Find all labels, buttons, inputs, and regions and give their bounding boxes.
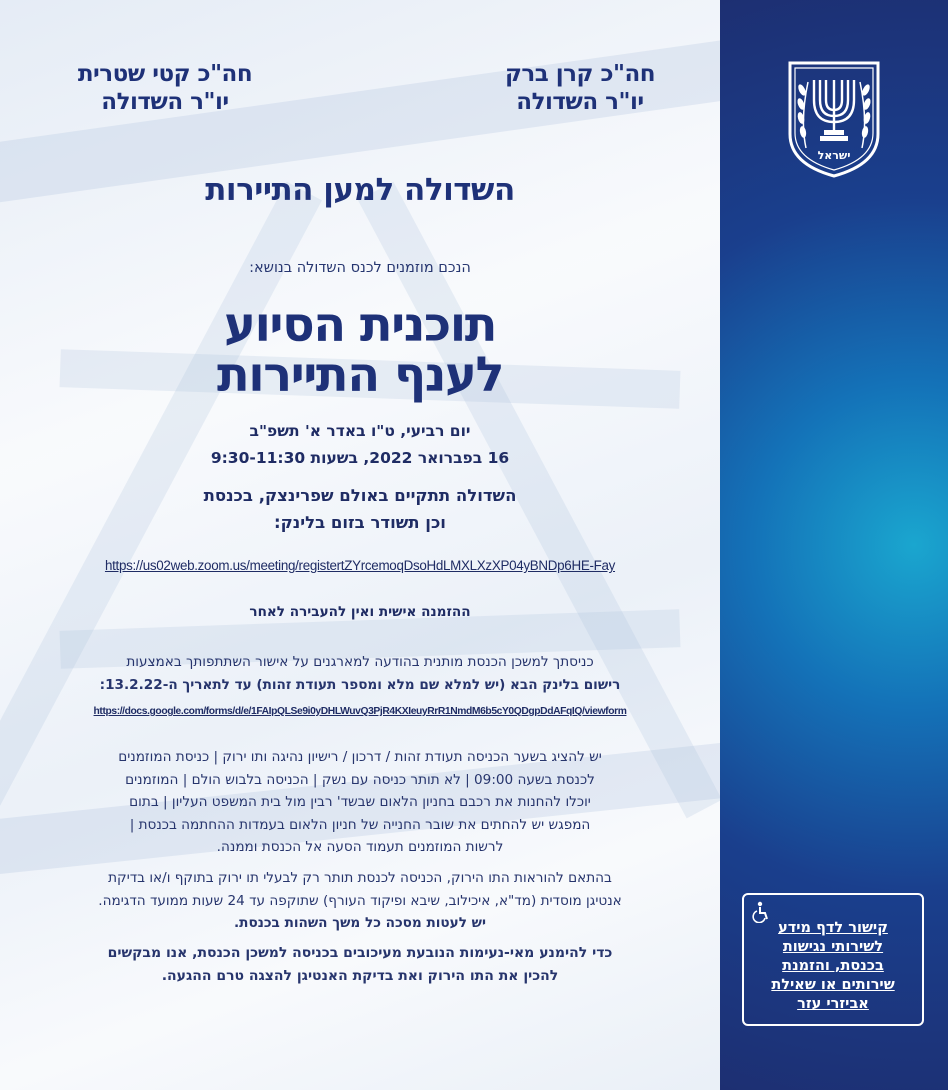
accessibility-text[interactable] (754, 919, 912, 1014)
registration-line-2: רישום בלינק הבא (יש למלא שם מלא ומספר תעודת זהות) עד לתאריך ה-13.2.22: (99, 676, 621, 693)
registration-line-1: כניסתך למשכן הכנסת מותנית בהודעה למארגנים על אישור השתתפותך באמצעות (126, 654, 594, 670)
date-hebrew: יום רביעי, ט"ו באדר א' תשפ"ב (249, 422, 471, 440)
instruction-line: יש להציג בשער הכניסה תעודת זהות / דרכון / רישיון נהיגה ותו ירוק | כניסת המוזמנים (118, 749, 602, 765)
invite-line: הנכם מוזמנים לכנס השדולה בנושא: (249, 260, 471, 276)
zoom-link[interactable]: https://us02web.zoom.us/meeting/registertZYrcemoqDsoHdLMXLXzXP04yBNDp6HE-Fay (104, 558, 616, 573)
instruction-line: יוכלו להחנות את רכבם בחניון הלאום שבשד' רבין מול בית המשפט העליון | בתום (129, 794, 591, 810)
green-pass-line-3: יש לעטות מסכה כל משך השהות בכנסת. (234, 915, 486, 931)
instruction-line: לרשות המוזמנים תעמוד הסעה אל הכנסת וממנה. (216, 839, 504, 855)
personal-note: ההזמנה אישית ואין להעבירה לאחר (249, 604, 471, 620)
sponsor-right-name: חה"כ קרן ברק (504, 61, 656, 87)
accessibility-line: אביזרי עזר (797, 996, 869, 1012)
accessibility-line: בכנסת, והזמנת (782, 958, 884, 974)
closing-line-2: להכין את התו הירוק ואת בדיקת האנטיגן להצגה טרם ההגעה. (161, 968, 559, 984)
accessibility-line: לשירותי נגישות (782, 939, 884, 955)
topic-title (0, 297, 720, 403)
green-pass-text (30, 867, 690, 935)
venue-line-1: השדולה תתקיים באולם שפרינצק, בכנסת (203, 486, 517, 505)
sponsor-right (460, 60, 700, 116)
instruction-line: לכנסת בשעה 09:00 | לא תותר כניסה עם נשק | הכניסה בלבוש הולם | המוזמנים (125, 771, 595, 788)
forms-link[interactable]: https://docs.google.com/forms/d/e/1FAIpQLSe9i0yDHLWuvQ3PjR4KXIeuyRrR1NmdM6b5cY0QDgpDdAFqIQ/viewform (93, 706, 627, 717)
sponsor-right-role: יו"ר השדולה (516, 89, 644, 115)
venue-line-2: וכן תשודר בזום בלינק: (274, 513, 446, 532)
topic-line-2: לענף התיירות (216, 347, 504, 403)
lobby-title: השדולה למען התיירות (205, 172, 515, 208)
side-panel (720, 0, 948, 1090)
closing-text (30, 942, 690, 988)
registration-text (30, 651, 690, 696)
date-gregorian: 16 בפברואר 2022, בשעות 9:30-11:30 (210, 449, 510, 467)
sponsor-left-name: חה"כ קטי שטרית (77, 61, 253, 87)
emblem-text: ישראל (817, 149, 851, 162)
green-pass-line-2: אנטיגן מוסדית (מד"א, איכילוב, שיבא ופיקוד העורף) שתוקפה עד 24 שעות ממועד הדגימה. (98, 892, 622, 909)
sponsor-left (40, 60, 290, 116)
state-emblem-icon (786, 60, 882, 178)
instruction-line: המפגש יש להחתים את שובר החנייה של חניון הלאום בעמדות ההחתמה בכנסת | (129, 816, 591, 833)
closing-line-1: כדי להימנע מאי-נעימות הנובעת מעיכובים בכניסה למשכן הכנסת, אנו מבקשים (107, 945, 613, 961)
accessibility-line: שירותים או שאילת (771, 977, 895, 993)
accessibility-line: קישור לדף מידע (778, 920, 888, 936)
green-pass-line-1: בהתאם להוראות התו הירוק, הכניסה לכנסת תותר רק לבעלי תו ירוק בתוקף ו/או בדיקת (108, 870, 612, 886)
topic-line-1: תוכנית הסיוע (223, 297, 496, 353)
sponsor-left-role: יו"ר השדולה (101, 89, 229, 115)
event-date (0, 418, 720, 472)
instructions-text (30, 746, 690, 859)
event-venue (0, 482, 720, 536)
accessibility-link[interactable] (742, 893, 924, 1026)
